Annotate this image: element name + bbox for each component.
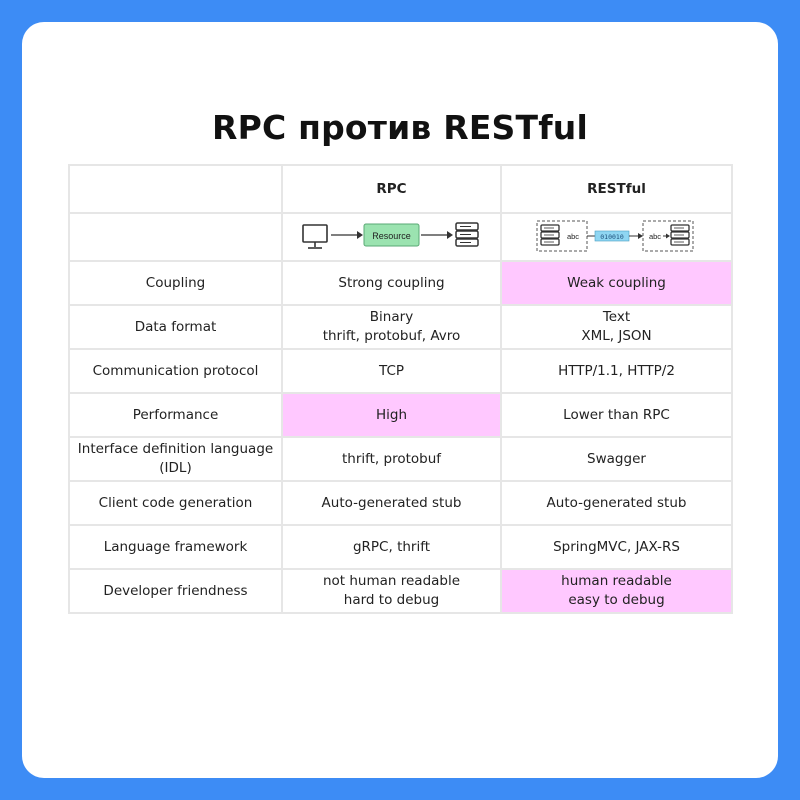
cell-text: HTTP/1.1, HTTP/2 [558, 362, 675, 379]
row-label [69, 569, 282, 613]
table-row [69, 481, 732, 525]
rpc-cell [282, 261, 501, 305]
bits-label: 010010 [599, 232, 624, 241]
diagram-empty-cell [69, 213, 282, 261]
restful-cell [501, 349, 732, 393]
rpc-cell [282, 525, 501, 569]
header-restful: RESTful [501, 165, 732, 213]
arrow-icon [421, 231, 453, 239]
rpc-cell [282, 349, 501, 393]
restful-cell [501, 569, 732, 613]
cell-text: Auto-generated stub [546, 494, 687, 511]
header-empty-cell [69, 165, 282, 213]
cell-text: easy to debug [568, 592, 665, 608]
server-icon [541, 225, 559, 245]
row-label [69, 305, 282, 349]
row-label-text: Interface definition language [77, 441, 274, 457]
cell-text: hard to debug [343, 592, 440, 608]
arrow-icon [663, 234, 670, 239]
row-label-text: Coupling [145, 274, 206, 291]
content-card [22, 22, 778, 778]
cell-text: thrift, protobuf [341, 450, 442, 467]
restful-cell [501, 437, 732, 481]
restful-cell [501, 525, 732, 569]
restful-diagram [535, 219, 699, 255]
restful-cell [501, 305, 732, 349]
cell-text: not human readable [322, 573, 461, 589]
row-label-text: Data format [134, 318, 217, 335]
cell-text: Auto-generated stub [321, 494, 462, 511]
cell-text: Text [602, 309, 631, 325]
cell-text: SpringMVC, JAX-RS [553, 538, 680, 555]
row-label [69, 525, 282, 569]
row-label-text: Language framework [103, 538, 248, 555]
cell-text: TCP [378, 362, 405, 379]
rpc-cell [282, 305, 501, 349]
cell-text: High [375, 406, 408, 423]
row-label-text: Performance [132, 406, 219, 423]
server-icon [671, 225, 689, 245]
cell-text: XML, JSON [581, 328, 652, 344]
cell-text: Lower than RPC [563, 406, 670, 423]
rpc-diagram-cell [282, 213, 501, 261]
table-row [69, 349, 732, 393]
rpc-cell [282, 393, 501, 437]
row-label [69, 481, 282, 525]
rpc-cell [282, 437, 501, 481]
row-label-text: Communication protocol [92, 362, 259, 379]
diagram-row [69, 213, 732, 261]
table-row [69, 393, 732, 437]
rpc-cell [282, 569, 501, 613]
row-label-text: Developer friendness [103, 582, 248, 599]
cell-text: human readable [561, 573, 672, 589]
cell-text: Binary [369, 309, 414, 325]
rpc-cell [282, 481, 501, 525]
row-label [69, 437, 282, 481]
abc-label-left: abc [566, 232, 579, 241]
cell-text: gRPC, thrift [352, 538, 431, 555]
cell-text: Swagger [587, 450, 646, 467]
cell-text: Strong coupling [338, 274, 445, 291]
monitor-icon [303, 225, 327, 248]
table-row [69, 569, 732, 613]
arrow-icon [629, 233, 643, 239]
abc-label-right: abc [648, 232, 661, 241]
table-row [69, 437, 732, 481]
comparison-table [68, 164, 733, 614]
restful-cell [501, 393, 732, 437]
cell-text: thrift, protobuf, Avro [322, 328, 461, 344]
resource-label: Resource [371, 231, 411, 241]
arrow-icon [331, 231, 363, 239]
server-icon [456, 223, 478, 246]
row-label-text: Client code generation [98, 494, 253, 511]
table-row [69, 305, 732, 349]
page-title: RPC против RESTful [211, 108, 588, 147]
row-label [69, 261, 282, 305]
restful-cell [501, 261, 732, 305]
header-row [69, 165, 732, 213]
rpc-diagram [301, 220, 483, 254]
restful-cell [501, 481, 732, 525]
cell-text: Weak coupling [567, 274, 666, 291]
row-label [69, 349, 282, 393]
row-label-text: (IDL) [159, 460, 192, 476]
table-row [69, 261, 732, 305]
restful-diagram-cell [501, 213, 732, 261]
header-rpc: RPC [282, 165, 501, 213]
row-label [69, 393, 282, 437]
table-row [69, 525, 732, 569]
